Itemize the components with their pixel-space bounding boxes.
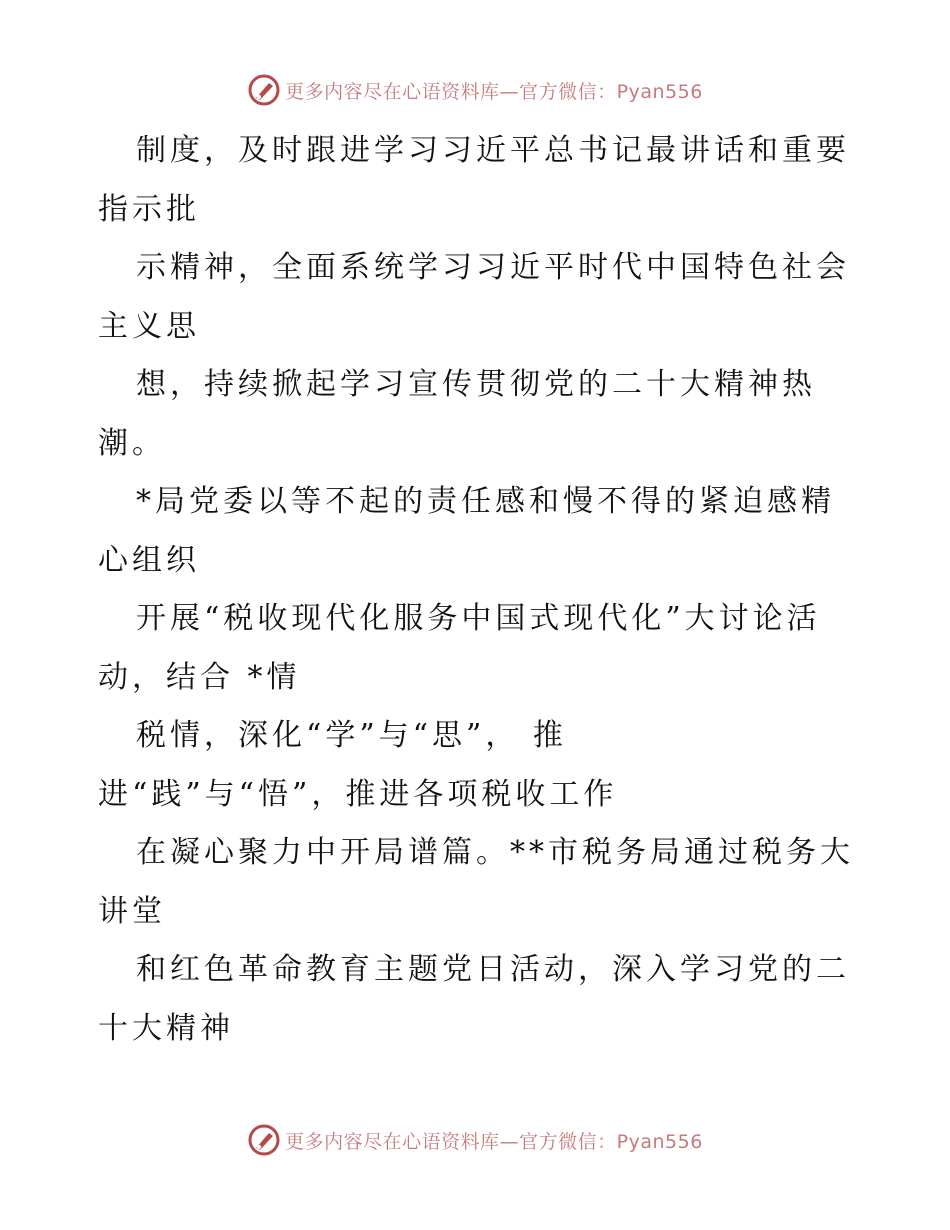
text-line: 示精神，全面系统学习习近平时代中国特色社会 [136, 250, 850, 285]
watermark-text: 更多内容尽在心语资料库—官方微信：Pyan556 [285, 80, 703, 103]
text-line: 想，持续掀起学习宣传贯彻党的二十大精神热 [136, 367, 816, 402]
text-line: 制度，及时跟进学习习近平总书记最讲话和重要 [136, 133, 850, 168]
text-line: 指示批 [98, 191, 200, 227]
text-line: 进“践”与“悟”，推进各项税收工作 [98, 776, 618, 812]
footer-watermark [0, 1120, 950, 1160]
text-line: 讲堂 [98, 893, 166, 929]
pen-logo-icon [247, 1123, 281, 1157]
text-line: *局党委以等不起的责任感和慢不得的紧迫感精 [136, 484, 835, 519]
text-line: 潮。 [98, 425, 166, 461]
text-line: 心组织 [98, 542, 200, 578]
text-line: 开展“税收现代化服务中国式现代化”大讨论活 [136, 601, 821, 636]
text-line: 税情，深化“学”与“思”， 推 [136, 718, 567, 753]
text-line: 主义思 [98, 308, 200, 344]
text-line: 在凝心聚力中开局谱篇。**市税务局通过税务大 [136, 835, 854, 870]
text-line: 十大精神 [98, 1010, 234, 1046]
header-watermark [0, 70, 950, 110]
watermark-text: 更多内容尽在心语资料库—官方微信：Pyan556 [285, 1130, 703, 1153]
text-line: 和红色革命教育主题党日活动，深入学习党的二 [136, 952, 850, 987]
pen-logo-icon [247, 73, 281, 107]
document-body [98, 122, 858, 1058]
text-line: 动，结合 *情 [98, 659, 301, 695]
